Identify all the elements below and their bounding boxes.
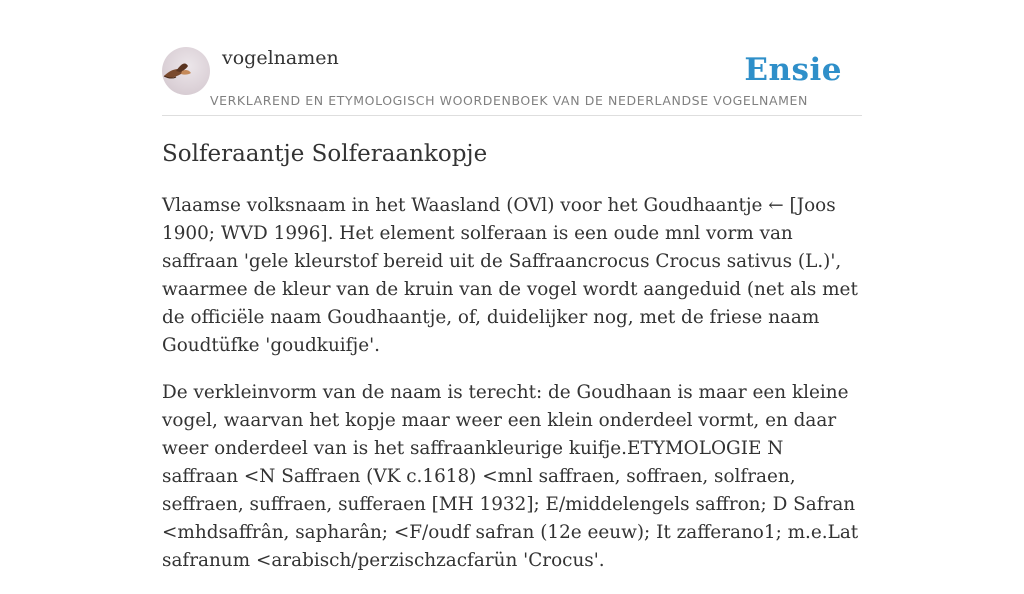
header-divider (162, 115, 862, 116)
article-paragraph: De verkleinvorm van de naam is terecht: de Goudhaan is maar een kleine vogel, waarvan het kopje maar weer een klein onderdeel vormt, en daar weer onderdeel van is het saffraankleurige kuifje.ETYMOLOGIE N saffraan <N Saffraen (VK c.1618) <mnl saffraen, soffraen, solfraen, seffraen, suffraen, sufferaen [MH 1932]; E/middelengels saffron; D Safran <mhdsaffrân, sapharân; <F/oudf safran (12e eeuw); It zafferano1; m.e.Lat safranum <arabisch/perzischzacfarün 'Crocus'. (162, 382, 859, 571)
brand-logo[interactable]: Ensie (744, 52, 842, 88)
article-body (162, 192, 862, 594)
page-title: Solferaantje Solferaankopje (162, 141, 488, 167)
bird-icon (162, 47, 210, 95)
avatar[interactable] (162, 47, 210, 95)
author-name[interactable]: vogelnamen (222, 47, 339, 69)
dictionary-subtitle[interactable]: VERKLAREND EN ETYMOLOGISCH WOORDENBOEK VAN DE NEDERLANDSE VOGELNAMEN (210, 93, 808, 108)
article-paragraph: Vlaamse volksnaam in het Waasland (OVl) voor het Goudhaantje ← [Joos 1900; WVD 1996]. Het element solferaan is een oude mnl vorm van saffraan 'gele kleurstof bereid uit de Saffraancrocus Crocus sativus (L.)', waarmee de kleur van de kruin van de vogel wordt aangeduid (net als met de officiële naam Goudhaantje, of, duidelijker nog, met de friese naam Goudtüfke 'goudkuifje'. (162, 195, 858, 356)
site-header (162, 46, 862, 116)
